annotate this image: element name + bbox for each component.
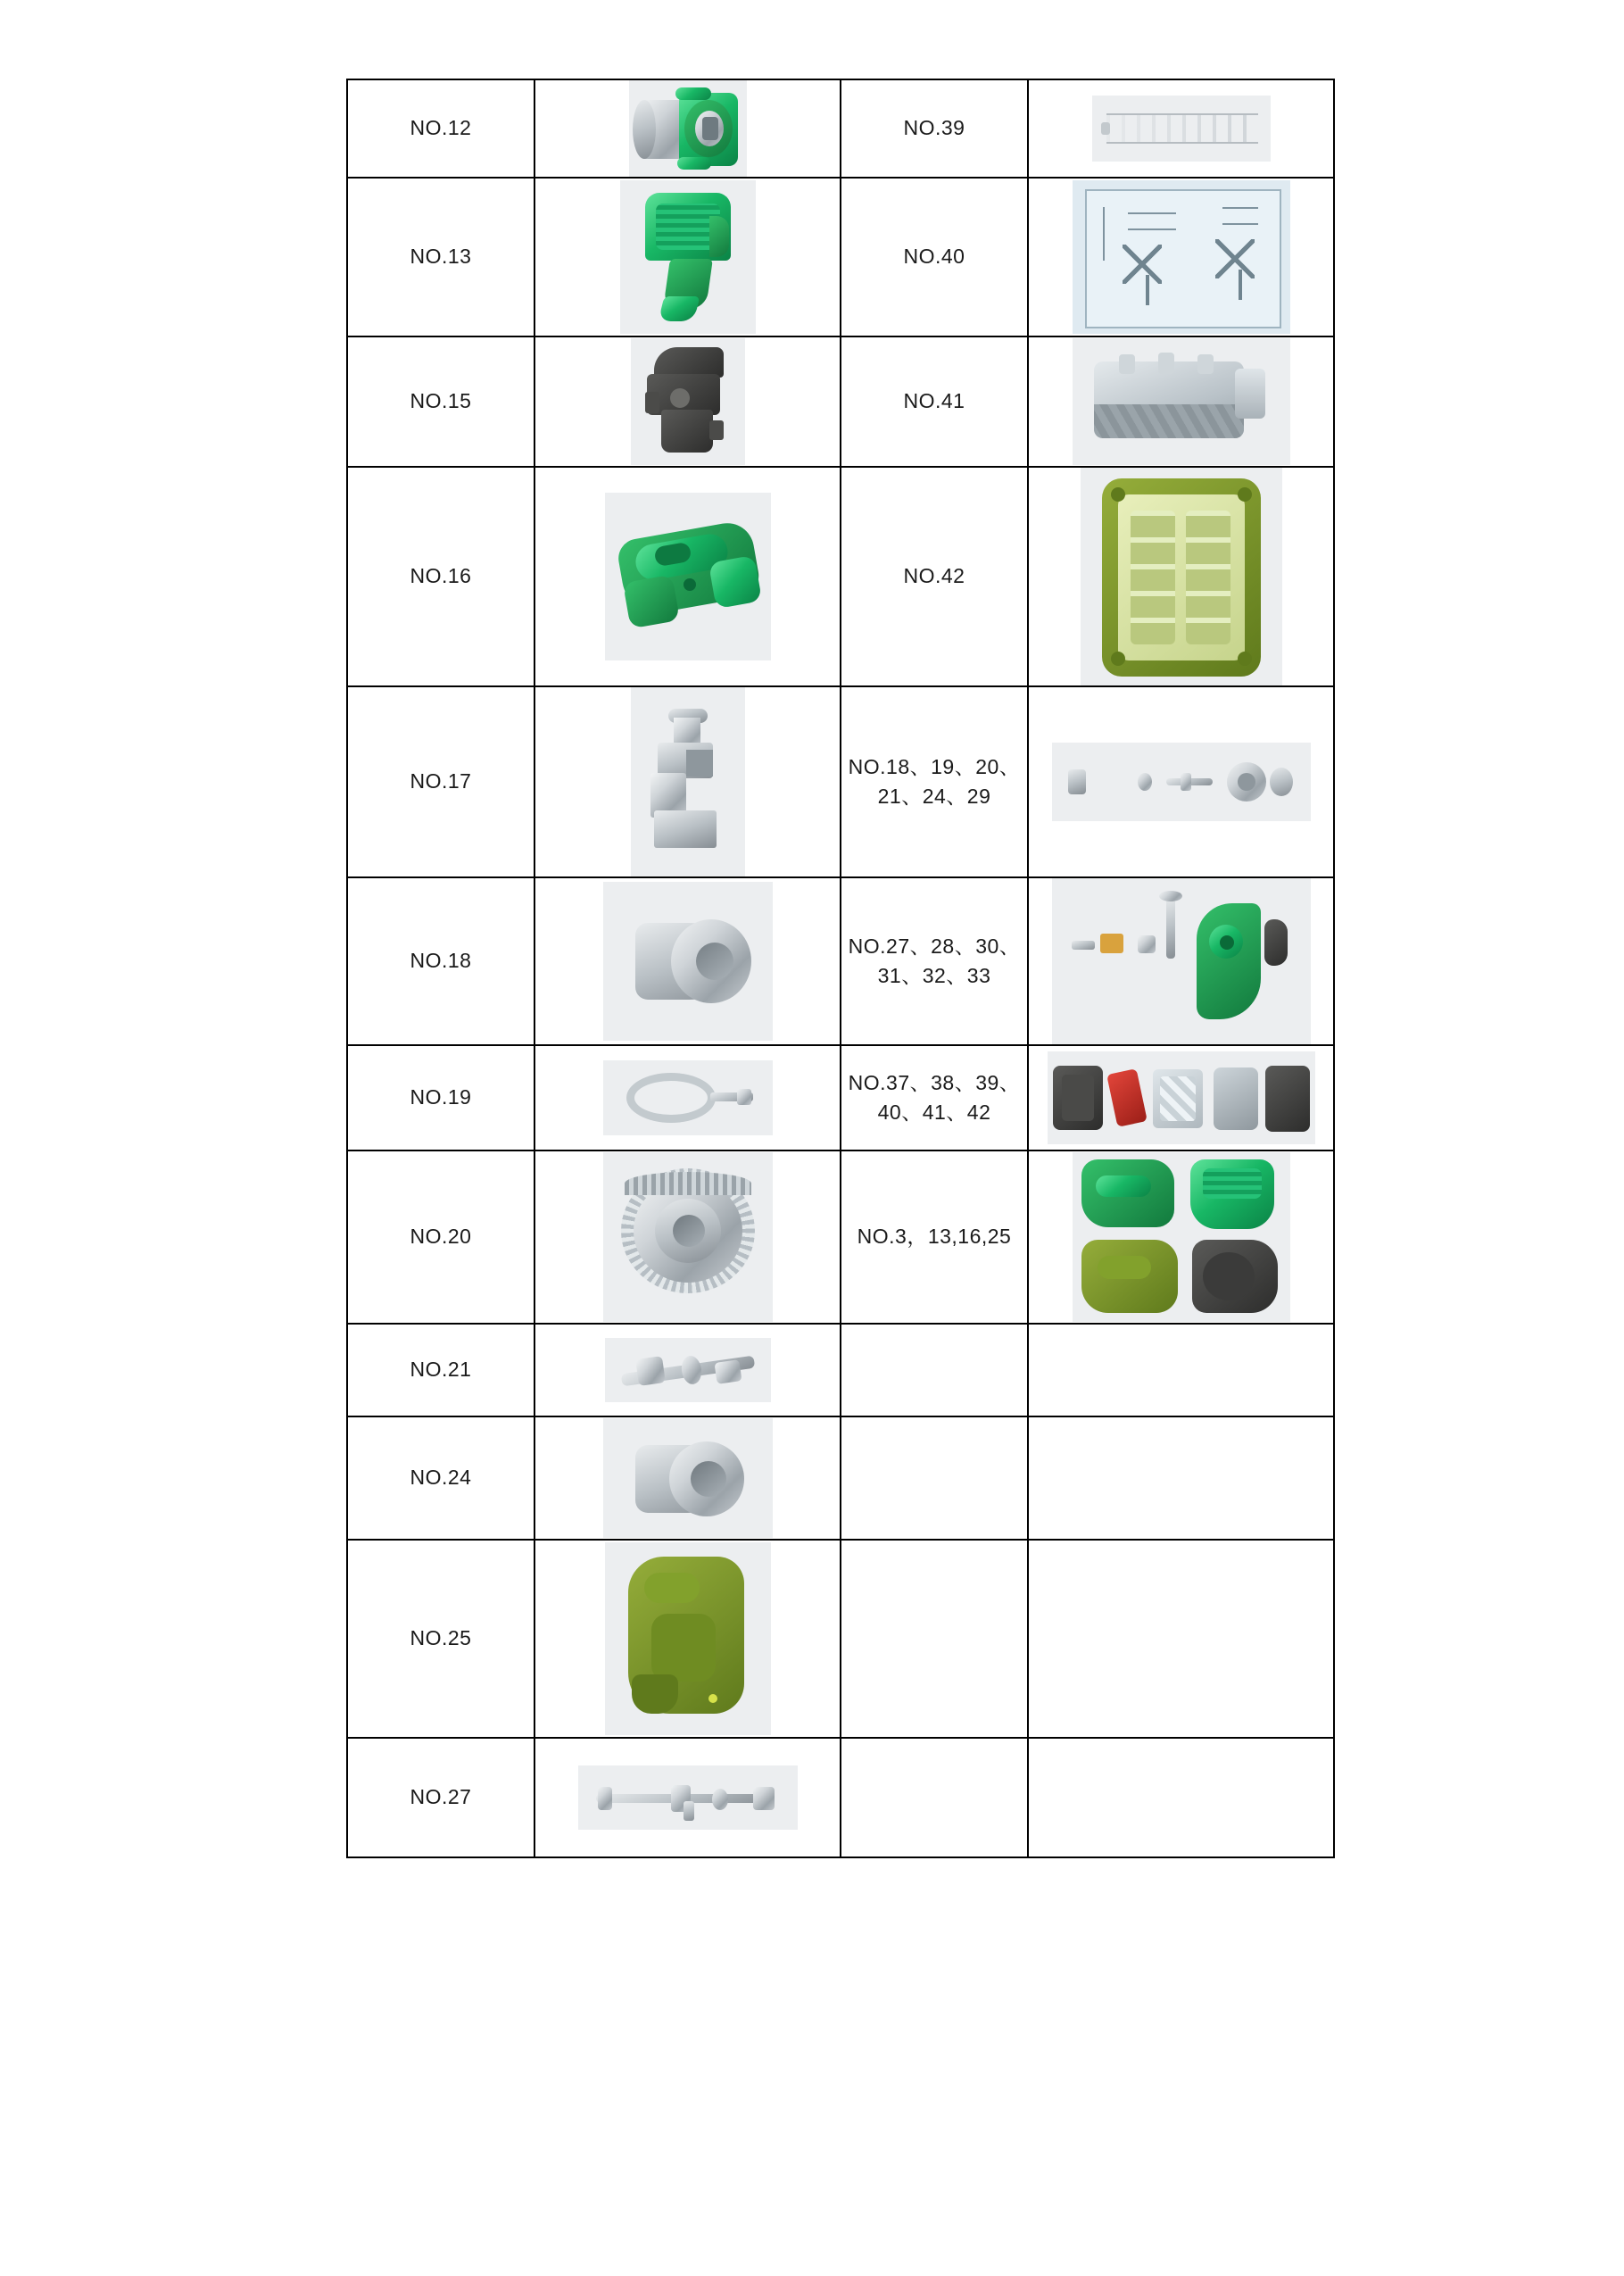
part-label-right: NO.37、38、39、40、41、42 (841, 1045, 1028, 1150)
table-row (347, 336, 1334, 467)
part-image-left (534, 1045, 841, 1150)
part-image-left (534, 178, 841, 336)
gear-wheel-render (603, 1152, 773, 1322)
table-row (347, 1416, 1334, 1540)
part-image-right (1028, 686, 1334, 877)
part-image-left (534, 1416, 841, 1540)
table-row (347, 1738, 1334, 1857)
part-label-right (841, 1738, 1028, 1857)
part-label-left: NO.12 (347, 79, 534, 178)
part-image-right (1028, 1045, 1334, 1150)
green-blade-assembly-render (1052, 878, 1311, 1044)
stepped-shaft-render (605, 1338, 771, 1402)
parts-reference-table (346, 79, 1335, 1858)
table-row (347, 686, 1334, 877)
part-label-left: NO.20 (347, 1150, 534, 1324)
part-image-right (1028, 467, 1334, 686)
green-motor-housing-render (605, 493, 771, 660)
part-label-left: NO.19 (347, 1045, 534, 1150)
table-row (347, 79, 1334, 178)
part-label-left: NO.13 (347, 178, 534, 336)
table-row (347, 178, 1334, 336)
part-label-right: NO.18、19、20、21、24、29 (841, 686, 1028, 877)
part-label-right (841, 1416, 1028, 1540)
part-label-left: NO.18 (347, 877, 534, 1045)
table-row (347, 877, 1334, 1045)
green-trigger-cover-render (620, 180, 756, 334)
part-label-right: NO.42 (841, 467, 1028, 686)
battery-exploded-view-render (1048, 1051, 1315, 1144)
part-image-right (1028, 79, 1334, 178)
part-image-right (1028, 1150, 1334, 1324)
part-label-right (841, 1540, 1028, 1738)
part-label-right: NO.27、28、30、31、32、33 (841, 877, 1028, 1045)
part-image-left (534, 686, 841, 877)
table-row (347, 1540, 1334, 1738)
olive-battery-tray-render (1081, 468, 1282, 685)
olive-handle-housing-render (605, 1542, 771, 1735)
part-image-left (534, 877, 841, 1045)
part-image-left (534, 336, 841, 467)
part-image-right (1028, 1738, 1334, 1857)
part-image-left (534, 1150, 841, 1324)
part-label-left: NO.16 (347, 467, 534, 686)
part-image-left (534, 1324, 841, 1416)
part-image-right (1028, 1324, 1334, 1416)
shaft-and-gear-set-render (1052, 743, 1311, 821)
part-image-left (534, 467, 841, 686)
long-shaft-assembly-render (578, 1765, 798, 1830)
table-row (347, 1150, 1334, 1324)
part-label-left: NO.25 (347, 1540, 534, 1738)
housing-parts-grid-render (1073, 1152, 1290, 1322)
part-image-right (1028, 877, 1334, 1045)
part-image-right (1028, 1540, 1334, 1738)
part-label-left: NO.27 (347, 1738, 534, 1857)
part-label-right: NO.39 (841, 79, 1028, 178)
compression-spring-row-render (1092, 96, 1271, 162)
table-row (347, 1324, 1334, 1416)
part-label-left: NO.15 (347, 336, 534, 467)
part-label-left: NO.17 (347, 686, 534, 877)
gray-flange-disc-render (603, 882, 773, 1041)
part-image-right (1028, 336, 1334, 467)
part-label-right: NO.41 (841, 336, 1028, 467)
part-image-left (534, 1738, 841, 1857)
part-image-left (534, 1540, 841, 1738)
table-row (347, 467, 1334, 686)
part-image-left (534, 79, 841, 178)
part-label-right: NO.40 (841, 178, 1028, 336)
table-row (347, 1045, 1334, 1150)
dark-gray-bracket-render (631, 338, 745, 465)
coupling-hub-3d-render (629, 80, 747, 177)
part-image-right (1028, 178, 1334, 336)
part-label-right (841, 1324, 1028, 1416)
gray-stepped-block-render (631, 687, 745, 876)
metal-ring-clamp-render (603, 1060, 773, 1135)
gray-hub-disc-render (603, 1418, 773, 1538)
battery-pack-housing-render (1073, 338, 1290, 465)
part-label-left: NO.24 (347, 1416, 534, 1540)
part-label-left: NO.21 (347, 1324, 534, 1416)
part-label-right: NO.3，13,16,25 (841, 1150, 1028, 1324)
blue-drawing-sheet-render (1073, 180, 1290, 334)
part-image-right (1028, 1416, 1334, 1540)
